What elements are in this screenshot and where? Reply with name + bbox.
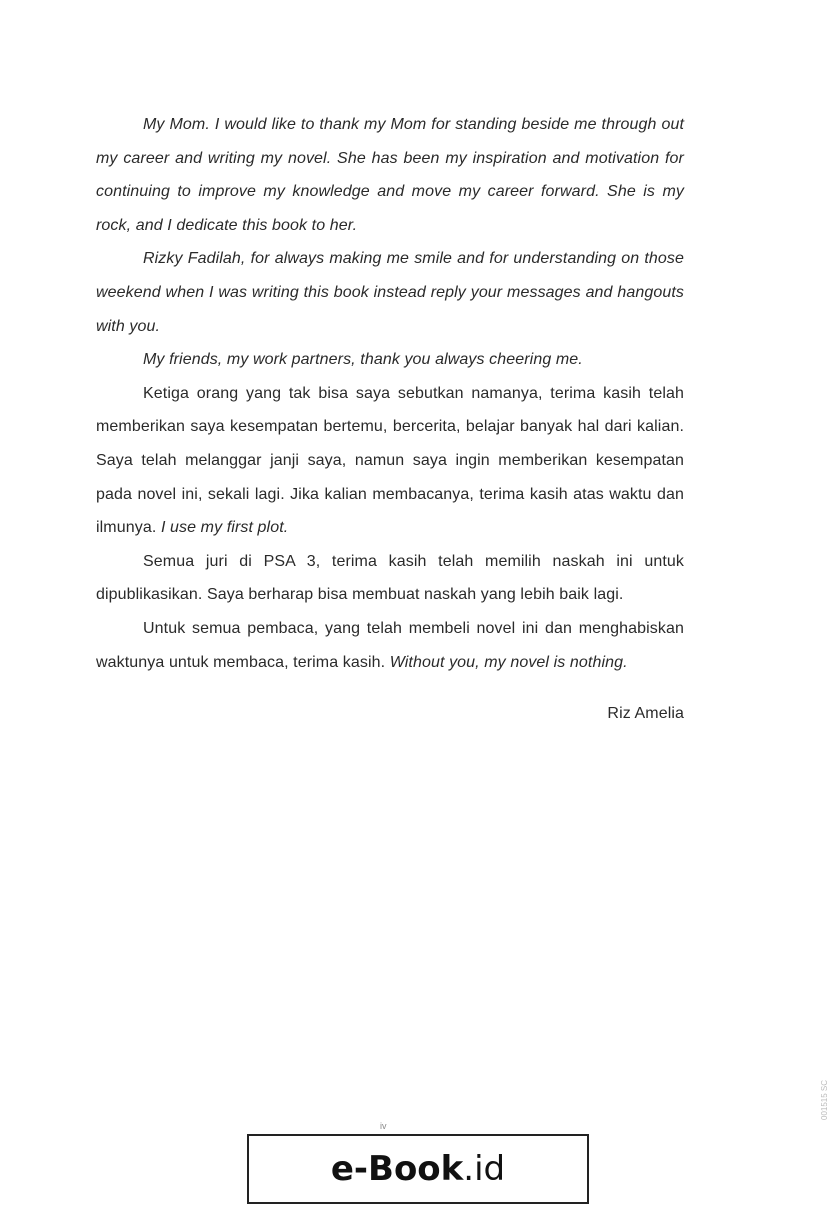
paragraph-juri	[96, 545, 684, 612]
paragraph-rizky-text: Rizky Fadilah, for always making me smile and for understanding on those weekend when I was writing this book instead reply your messages and hangouts with you.	[96, 250, 684, 335]
paragraph-mom-text: My Mom. I would like to thank my Mom for standing beside me through out my career and writing my novel. She has been my inspiration and motivation for continuing to improve my knowledge and move my career forward. She is my rock, and I dedicate this book to her.	[96, 116, 684, 234]
ebook-logo-strong: e-Book	[330, 1149, 464, 1189]
paragraph-pembaca-text: Untuk semua pembaca, yang telah membeli novel ini dan menghabiskan waktunya untuk membaca, terima kasih.	[96, 619, 684, 671]
paragraph-mom	[96, 108, 684, 242]
side-print-code: 001515 SC	[820, 1079, 829, 1120]
page-number: iv	[380, 1121, 387, 1131]
ebook-logo-light: .id	[463, 1149, 506, 1189]
paragraph-rizky	[96, 242, 684, 343]
paragraph-juri-text: Semua juri di PSA 3, terima kasih telah memilih naskah ini untuk dipublikasikan. Saya berharap bisa membuat naskah yang lebih baik lagi.	[96, 552, 684, 604]
paragraph-ketiga	[96, 377, 684, 545]
author-signature: Riz Amelia	[607, 705, 684, 723]
paragraph-friends	[96, 343, 684, 377]
acknowledgement-body	[96, 108, 684, 731]
paragraph-ketiga-italic: I use my first plot.	[160, 519, 289, 537]
ebook-id-logo	[247, 1134, 589, 1204]
paragraph-pembaca-italic: Without you, my novel is nothing.	[389, 653, 628, 671]
paragraph-friends-text: My friends, my work partners, thank you always cheering me.	[143, 351, 583, 369]
paragraph-ketiga-text: Ketiga orang yang tak bisa saya sebutkan namanya, terima kasih telah memberikan saya kesempatan bertemu, bercerita, belajar banyak hal dari kalian. Saya telah melanggar janji saya, namun saya ingin memberikan kesempatan pada novel ini, sekali lagi. Jika kalian membacanya, terima kasih atas waktu dan ilmunya.	[96, 384, 684, 537]
paragraph-pembaca	[96, 612, 684, 679]
